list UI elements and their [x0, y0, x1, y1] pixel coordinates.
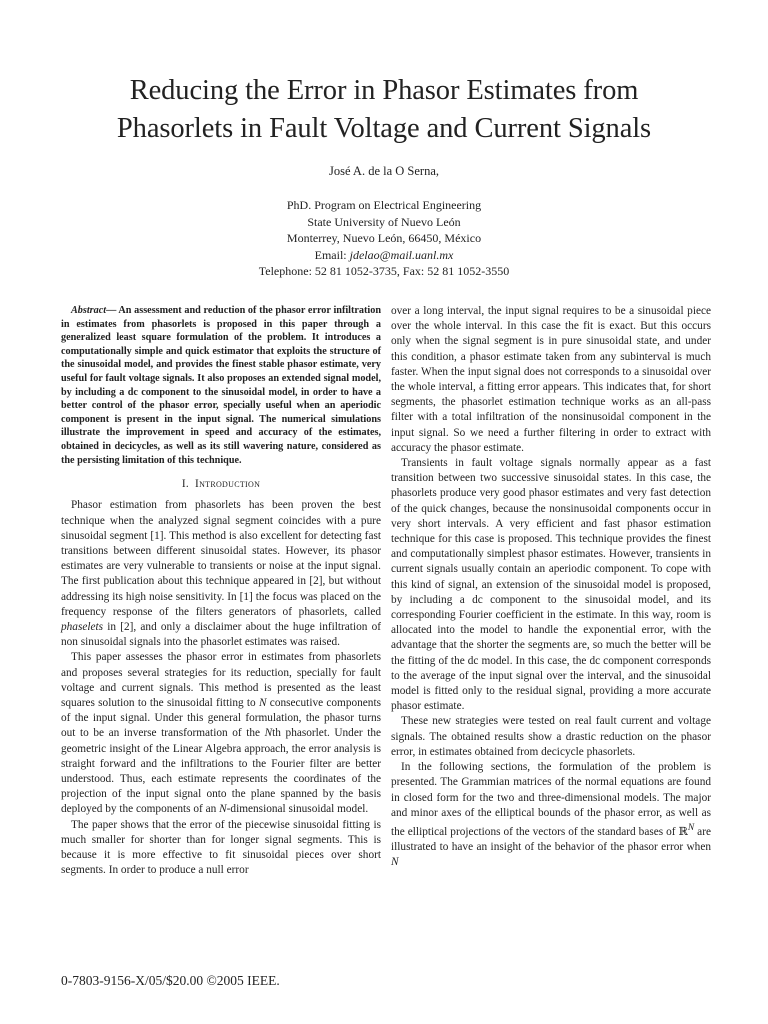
- math-superscript-n: N: [687, 822, 695, 833]
- math-real-space: ℝ: [678, 825, 688, 838]
- math-n: N: [258, 696, 267, 709]
- abstract-label: Abstract: [71, 305, 107, 316]
- right-column: [391, 304, 711, 870]
- affiliation-university: State University of Nuevo León: [307, 214, 461, 229]
- intro-paragraph-1: [61, 498, 381, 650]
- math-n: N: [264, 727, 273, 740]
- author-name: José A. de la O Serna,: [328, 164, 440, 178]
- intro-p1-emphasis: phaselets: [61, 620, 104, 633]
- abstract-text: — An assessment and reduction of the phasor error infiltration in estimates from phasorlets is proposed in this paper through a generalized least square formulation of the problem. It introduces a computationally simple and quick estimator that exploits the structure of the sinusoidal model, and provides the finest stable phasor estimate, very useful for fault voltage signals. It also proposes an extended signal model, by including a dc component to the sinusoidal model, in order to have a better control of the phasor error, specially useful when an aperiodic component is present in the input signal. The numerical simulations illustrate the improvement in speed and accuracy of the estimates, obtained in decicycles, as well as its still wavering nature, considered as the persisting limitation of this technique.: [61, 305, 381, 466]
- intro-p6-text-b: are illustrated to have an insight of the behavior of the phasor error when: [391, 825, 711, 853]
- title-line-1: Reducing the Error in Phasor Estimates from: [129, 75, 639, 106]
- intro-paragraph-4: Transients in fault voltage signals normally appear as a fast transition between two successive sinusoidal states. In this case, the phasorlets produce very good phasor estimates and very fast detection of the quick changes, because the nonsinusoidal components occur in very short intervals. A very efficient and fast phasor estimation technique for this case is proposed. This technique provides the finest and computationally simplest phasor estimates. However, transients in current signals usually contain an aperiodic component. To cope with this kind of signal, an extension of the sinusoidal model is proposed, by including a dc component to the sinusoidal model, and its corresponding Fourier coefficient in the estimate. In this way, room is allocated into the model to handle the exponential error, with the advantage that the shorter the segments are, so much the better will be the fitting of the dc model. In this case, the dc component corresponds to the average of the input signal over the interval, and the sinusoidal model is fitted only to the residual signal, providing a more accurate phasor estimate.: [391, 457, 711, 713]
- affiliation-program: PhD. Program on Electrical Engineering: [286, 198, 482, 212]
- affiliation-address: Monterrey, Nuevo León, 66450, México: [286, 231, 482, 245]
- intro-p1-text-a: Phasor estimation from phasorlets has been proven the best technique when the analyzed signal segment coincides with a pure sinusoidal segment [1]. This method is also excellent for detecting fast transitions between different sinusoidal states. However, its phasor estimates are very vulnerable to transients or noise at the input signal. The first publication about this technique appeared in [2], but without addressing its high noise sensitivity. In [1] the focus was placed on the frequency response of the filters generators of phasorlets, called: [61, 499, 381, 618]
- affiliation-phone: Telephone: 52 81 1052-3735, Fax: 52 81 1052-3550: [258, 264, 510, 278]
- intro-p2-text-b: consecutive components of the input signal. Under this general formulation, the phasor turns out to be an inverse transformation of the: [61, 696, 381, 740]
- email-link[interactable]: jdelao@mail.uanl.mx: [349, 247, 454, 262]
- copyright-footer: 0-7803-9156-X/05/$20.00 ©2005 IEEE.: [61, 973, 280, 988]
- math-n: N: [219, 803, 227, 816]
- math-n: N: [391, 856, 399, 869]
- paper-title: [0, 72, 768, 148]
- intro-p2-text-c: th phasorlet. Under the geometric insight of the Linear Algebra approach, the error analysis is straight forward and the infiltrations to the Fourier filter are better understood. Thus, each estimate represents the coordinates of the projection of the input signal onto the plane spanned by the basis deployed by the components of an: [61, 727, 381, 816]
- affiliation-email-line: [0, 247, 768, 264]
- intro-p2-text-a: This paper assesses the phasor error in estimates from phasorlets and proposes several strategies for its reduction, specially for fault voltage and current signals. This method is presented as the least squares solution to the sinusoidal fitting to: [61, 651, 381, 709]
- intro-paragraph-3: The paper shows that the error of the piecewise sinusoidal fitting is much smaller for shorter than for longer signal segments. This is because it is more effective to fit sinusoidal pieces over short segments. In order to produce a null error: [61, 818, 381, 877]
- email-label: Email:: [314, 247, 350, 262]
- intro-paragraph-3-continued: over a long interval, the input signal requires to be a sinusoidal piece over the whole interval. In this case the fit is exact. But this occurs only when the signal segment is in pure sinusoidal state, and under this condition, a phasor estimate taken from any subinterval is much faster. When the input signal does not corresponds to a sinusoidal over the whole interval, a fitting error appears. This indicates that, for short segments, the phasorlet estimation technique works as an all-pass filter with a total infiltration of the nonsinusoidal component in the input signal. So we need a further filtering in order to extract with accuracy the phasor estimate.: [391, 305, 711, 454]
- intro-p6-text-a: In the following sections, the formulation of the problem is presented. The Grammian matrices of the normal equations are found in closed form for the two and three-dimensional models. The major and minor axes of the elliptical bounds of the phasor error, as well as the elliptical projections of the vectors of the standard bases of: [391, 761, 711, 838]
- section-number: I.: [181, 478, 190, 491]
- intro-paragraph-6: [391, 760, 711, 870]
- intro-paragraph-2: [61, 650, 381, 817]
- abstract: [61, 304, 381, 467]
- affiliation-block: [0, 197, 768, 280]
- section-title: Introduction: [195, 478, 261, 491]
- title-line-2: Phasorlets in Fault Voltage and Current Signals: [116, 113, 652, 144]
- intro-p1-text-b: in [2], and only a disclaimer about the huge infiltration of non sinusoidal signals into the phasorlet estimates was raised.: [61, 620, 381, 649]
- intro-p2-text-d: -dimensional sinusoidal model.: [226, 803, 369, 816]
- section-heading-introduction: [61, 477, 381, 492]
- intro-paragraph-5: These new strategies were tested on real fault current and voltage signals. The obtained results show a drastic reduction on the phasor error, in estimates obtained from decicycle phasorlets.: [391, 715, 711, 758]
- left-column: [61, 304, 381, 878]
